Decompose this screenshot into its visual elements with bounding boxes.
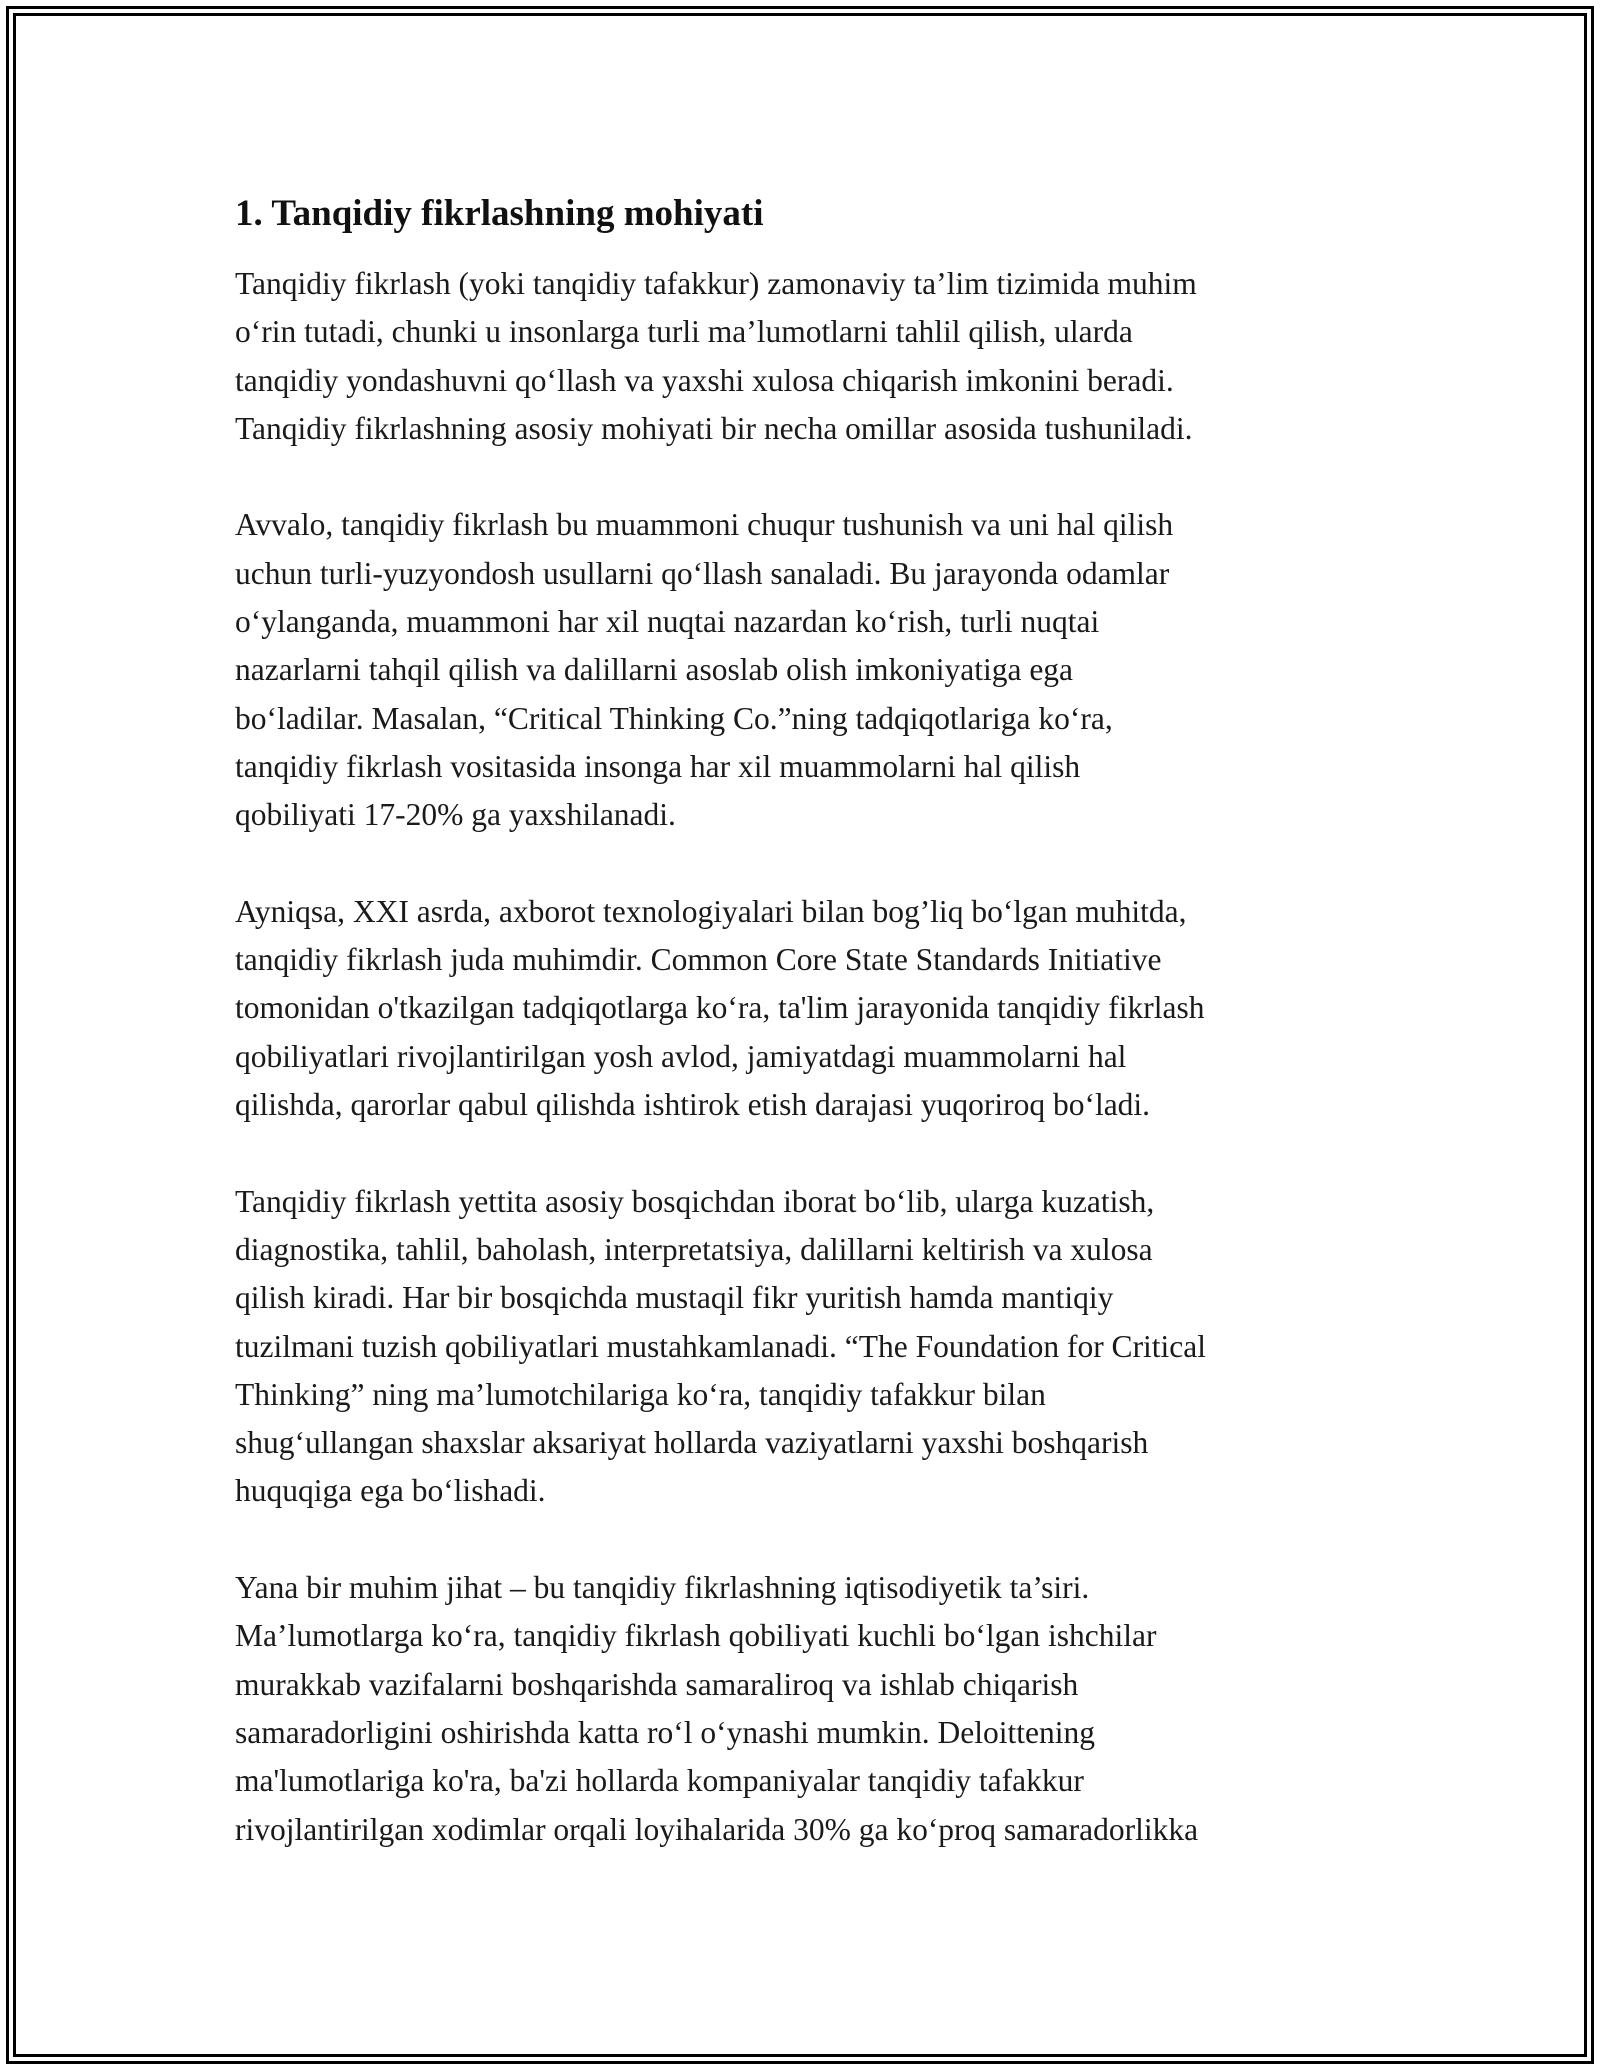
text-line: Thinking” ning ma’lumotchilariga ko‘ra, tanqidiy tafakkur bilan bbox=[235, 1376, 1046, 1412]
text-line: tomonidan o'tkazilgan tadqiqotlarga ko‘ra, ta'lim jarayonida tanqidiy fikrlash bbox=[235, 990, 1205, 1026]
text-line: Tanqidiy fikrlashning asosiy mohiyati bir necha omillar asosida tushuniladi. bbox=[235, 410, 1193, 446]
paragraph-2 bbox=[235, 501, 1375, 839]
paragraph-3 bbox=[235, 888, 1375, 1129]
text-line: qobiliyatlari rivojlantirilgan yosh avlod, jamiyatdagi muammolarni hal bbox=[235, 1038, 1127, 1074]
text-line: Tanqidiy fikrlash yettita asosiy bosqichdan iborat bo‘lib, ularga kuzatish, bbox=[235, 1183, 1155, 1219]
text-line: Tanqidiy fikrlash (yoki tanqidiy tafakkur) zamonaviy ta’lim tizimida muhim bbox=[235, 266, 1197, 301]
text-line: shug‘ullangan shaxslar aksariyat hollarda vaziyatlarni yaxshi boshqarish bbox=[235, 1425, 1149, 1461]
text-line: o‘rin tutadi, chunki u insonlarga turli ma’lumotlarni tahlil qilish, ularda bbox=[235, 314, 1133, 350]
text-line: Ma’lumotlarga ko‘ra, tanqidiy fikrlash qobiliyati kuchli bo‘lgan ishchilar bbox=[235, 1618, 1157, 1654]
text-line: tanqidiy yondashuvni qo‘llash va yaxshi xulosa chiqarish imkonini beradi. bbox=[235, 362, 1174, 398]
text-line: Ayniqsa, XXI asrda, axborot texnologiyalari bilan bog’liq bo‘lgan muhitda, bbox=[235, 893, 1187, 929]
text-line: bo‘ladilar. Masalan, “Critical Thinking Co.”ning tadqiqotlariga ko‘ra, bbox=[235, 700, 1113, 736]
text-line: tanqidiy fikrlash juda muhimdir. Common Core State Standards Initiative bbox=[235, 942, 1162, 978]
text-line: uchun turli-yuzyondosh usullarni qo‘llash sanaladi. Bu jarayonda odamlar bbox=[235, 555, 1170, 591]
text-line: Avvalo, tanqidiy fikrlash bu muammoni chuqur tushunish va uni hal qilish bbox=[235, 507, 1174, 543]
text-line: diagnostika, tahlil, baholash, interpretatsiya, dalillarni keltirish va xulosa bbox=[235, 1231, 1153, 1267]
text-line: huquqiga ega bo‘lishadi. bbox=[235, 1473, 546, 1509]
text-line: qilish kiradi. Har bir bosqichda mustaqil fikr yuritish hamda mantiqiy bbox=[235, 1280, 1114, 1316]
text-line: ma'lumotlariga ko'ra, ba'zi hollarda kompaniyalar tanqidiy tafakkur bbox=[235, 1763, 1084, 1799]
text-line: Yana bir muhim jihat – bu tanqidiy fikrlashning iqtisodiyetik ta’siri. bbox=[235, 1570, 1090, 1606]
page-content bbox=[235, 190, 1375, 1902]
text-line: samaradorligini oshirishda katta ro‘l o‘ynashi mumkin. Deloittening bbox=[235, 1714, 1095, 1750]
text-line: o‘ylanganda, muammoni har xil nuqtai nazardan ko‘rish, turli nuqtai bbox=[235, 604, 1100, 640]
text-line: qobiliyati 17-20% ga yaxshilanadi. bbox=[235, 797, 676, 833]
text-line: murakkab vazifalarni boshqarishda samaraliroq va ishlab chiqarish bbox=[235, 1666, 1079, 1702]
section-heading: 1. Tanqidiy fikrlashning mohiyati bbox=[235, 193, 764, 234]
text-line: rivojlantirilgan xodimlar orqali loyihalarida 30% ga ko‘proq samaradorlikka bbox=[235, 1811, 1199, 1847]
paragraph-1 bbox=[235, 260, 1375, 453]
text-line: tuzilmani tuzish qobiliyatlari mustahkamlanadi. “The Foundation for Critical bbox=[235, 1328, 1207, 1364]
text-line: qilishda, qarorlar qabul qilishda ishtirok etish darajasi yuqoriroq bo‘ladi. bbox=[235, 1087, 1151, 1123]
text-line: tanqidiy fikrlash vositasida insonga har xil muammolarni hal qilish bbox=[235, 748, 1081, 784]
text-line: nazarlarni tahqil qilish va dalillarni asoslab olish imkoniyatiga ega bbox=[235, 652, 1074, 688]
paragraph-5 bbox=[235, 1564, 1375, 1854]
paragraph-4 bbox=[235, 1178, 1375, 1516]
